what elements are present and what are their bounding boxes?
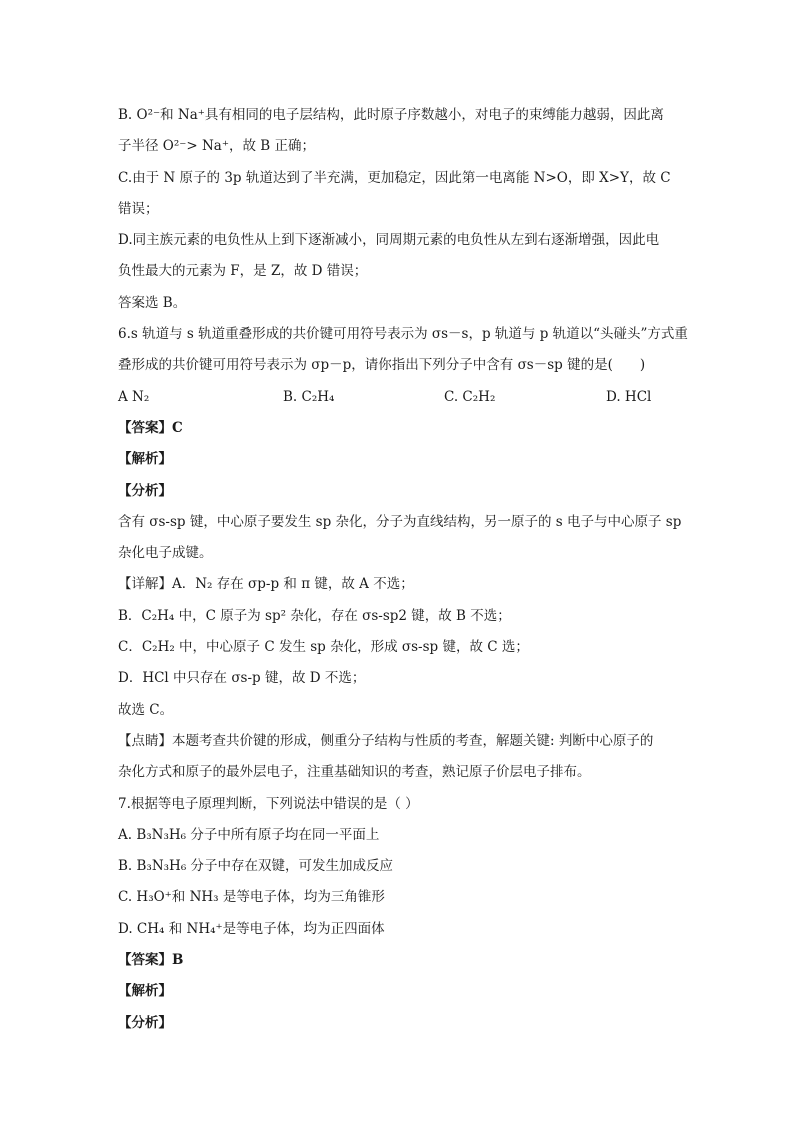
text-line: 负性最大的元素为 F，是 Z，故 D 错误； — [118, 263, 368, 280]
analysis-subheading: 【分析】 — [118, 1014, 172, 1031]
text-line: D.同主族元素的电负性从上到下逐渐减小，同周期元素的电负性从左到右逐渐增强，因此电 — [118, 232, 660, 249]
question-6-stem: 叠形成的共价键可用符号表示为 σp－p，请你指出下列分子中含有 σs－sp 键的是( ) — [118, 357, 646, 374]
document-page — [118, 100, 688, 1039]
comment-line: 【点睛】本题考查共价键的形成，侧重分子结构与性质的考查，解题关键: 判断中心原子的 — [118, 732, 654, 749]
option-c: C. C₂H₂ — [444, 388, 496, 405]
analysis-subheading: 【分析】 — [118, 482, 172, 499]
analysis-heading: 【解析】 — [118, 451, 172, 468]
option-d: D. HCl — [606, 388, 652, 405]
analysis-heading: 【解析】 — [118, 983, 172, 1000]
option-b: B. C₂H₄ — [283, 388, 335, 405]
text-line: B．C₂H₄ 中，C 原子为 sp² 杂化，存在 σs-sp2 键，故 B 不选； — [118, 607, 511, 624]
text-line: 杂化电子成键。 — [118, 545, 213, 562]
text-line: 答案选 B。 — [118, 294, 187, 311]
text-line: 故选 C。 — [118, 701, 174, 718]
text-line: C.由于 N 原子的 3p 轨道达到了半充满，更加稳定，因此第一电离能 N>O，即 X>Y，故 C — [118, 169, 671, 186]
question-7-stem: 7.根据等电子原理判断，下列说法中错误的是（ ） — [118, 795, 419, 812]
option-b: B. B₃N₃H₆ 分子中存在双键，可发生加成反应 — [118, 858, 394, 875]
text-line: D．HCl 中只存在 σs-p 键，故 D 不选； — [118, 670, 366, 687]
option-d: D. CH₄ 和 NH₄⁺是等电子体，均为正四面体 — [118, 920, 385, 937]
question-6-options — [118, 382, 678, 413]
text-line: 错误； — [118, 200, 159, 217]
option-a: A. B₃N₃H₆ 分子中所有原子均在同一平面上 — [118, 826, 380, 843]
option-a: A N₂ — [118, 388, 150, 405]
text-line: 子半径 O²⁻> Na⁺，故 B 正确； — [118, 138, 315, 155]
detail-line: 【详解】A．N₂ 存在 σp-p 和 π 键，故 A 不选； — [118, 576, 414, 593]
answer-heading: 【答案】B — [118, 952, 184, 969]
text-line: 含有 σs-sp 键，中心原子要发生 sp 杂化，分子为直线结构，另一原子的 s 电子与中心原子 sp — [118, 513, 682, 530]
question-6-stem: 6.s 轨道与 s 轨道重叠形成的共价键可用符号表示为 σs－s，p 轨道与 p 轨道以“头碰头”方式重 — [118, 326, 688, 343]
text-line: B. O²⁻和 Na⁺具有相同的电子层结构，此时原子序数越小，对电子的束缚能力越弱，因此离 — [118, 107, 664, 123]
answer-heading: 【答案】C — [118, 419, 183, 436]
option-c: C. H₃O⁺和 NH₃ 是等电子体，均为三角锥形 — [118, 889, 385, 906]
text-line: 杂化方式和原子的最外层电子，注重基础知识的考查，熟记原子价层电子排布。 — [118, 764, 591, 781]
text-line: C．C₂H₂ 中，中心原子 C 发生 sp 杂化，形成 σs-sp 键，故 C 选； — [118, 639, 529, 656]
